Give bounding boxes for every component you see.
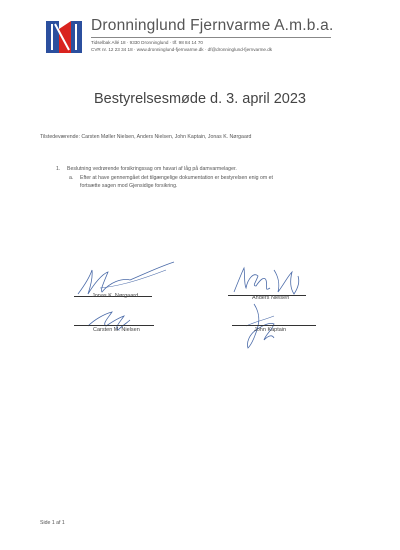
signatory-name: Carsten M. Nielsen bbox=[93, 327, 140, 333]
signatory-name: John Kaptain bbox=[254, 327, 287, 333]
signatory-name: Jonas K. Nørgaard bbox=[92, 293, 139, 299]
header-divider bbox=[91, 37, 331, 38]
attendees-line: Tilstedeværende: Carsten Møller Nielsen, Anders Nielsen, John Kaptain, Jonas K. Nørgaard bbox=[40, 134, 252, 140]
agenda-subitem-letter: a. bbox=[69, 175, 74, 181]
signature-john-icon bbox=[240, 300, 280, 352]
signature-line bbox=[74, 325, 154, 326]
document-title: Bestyrelsesmøde d. 3. april 2023 bbox=[94, 91, 306, 107]
company-contact: CVR nr. 12 23 34 18 · www.dronninglund-fjernvarme.dk · df@dronninglund-fjernvarme.dk bbox=[91, 47, 273, 52]
signatory-name: Anders Nielsen bbox=[252, 295, 290, 301]
company-address: Tidselbak Allé 18 · 9330 Dronninglund · tlf. 98 84 14 70 bbox=[91, 40, 203, 45]
agenda-subitem-text: Efter at have gennemgået det tilgængelige dokumentation er bestyrelsen enig om et bbox=[80, 175, 273, 181]
agenda-item-number: 1. bbox=[56, 166, 61, 172]
company-logo-icon bbox=[45, 20, 83, 54]
signature-line bbox=[232, 325, 316, 326]
agenda-subitem-continuation: fortsætte sagen mod Gjensidige forsikring. bbox=[80, 183, 178, 189]
page-number: Side 1 af 1 bbox=[40, 520, 65, 526]
signature-anders-icon bbox=[228, 262, 308, 298]
agenda-item-text: Beslutning vedrørende forsikringssag om havari af låg på damvarmelager. bbox=[67, 166, 237, 172]
company-name: Dronninglund Fjernvarme A.m.b.a. bbox=[91, 17, 334, 34]
